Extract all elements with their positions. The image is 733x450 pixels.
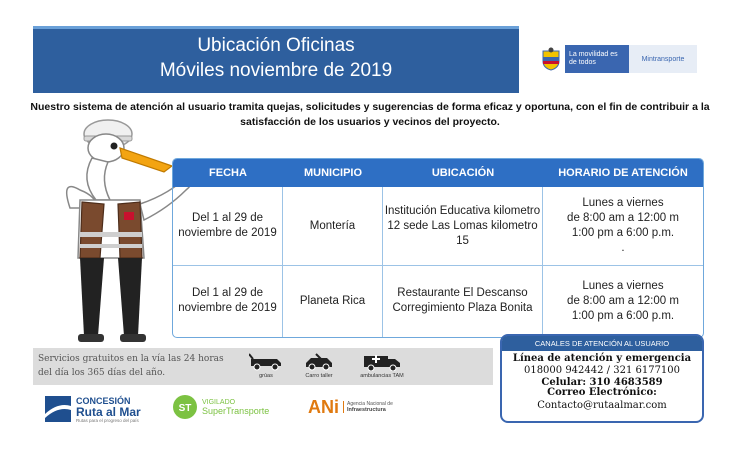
service-tow xyxy=(240,353,292,379)
government-logo xyxy=(537,45,697,73)
service-repair xyxy=(293,353,345,379)
services-text: Servicios gratuitos en la vía las 24 horas del día los 365 días del año. xyxy=(38,354,224,378)
hotline-title: Línea de atención y emergencia xyxy=(512,353,692,364)
intro-text: Nuestro sistema de atención al usuario tramita quejas, solicitudes y sugerencias de forma eficaz y oportuna, con el fin de contribuir a la satisfacción de los usuarios y vecinos del proyecto. xyxy=(30,101,710,128)
ambulance-icon xyxy=(362,353,402,371)
service-label: ambulancias TAM xyxy=(360,373,404,379)
supertransporte-logo xyxy=(172,392,284,422)
cell-fecha: Del 1 al 29 de noviembre de 2019 xyxy=(173,265,283,337)
ani-logo xyxy=(308,392,398,422)
tow-truck-icon xyxy=(249,353,283,371)
header-horario: HORARIO DE ATENCIÓN xyxy=(558,167,688,179)
ruta-al-mar-logo xyxy=(45,391,165,427)
supertransporte-line1: VIGILADO xyxy=(202,398,236,406)
horario-line: Lunes a viernes xyxy=(582,279,664,292)
cell-fecha: Del 1 al 29 de noviembre de 2019 xyxy=(173,187,283,265)
horario-line: 1:00 pm a 6:00 p.m. xyxy=(571,309,675,322)
service-ambulance xyxy=(356,353,408,379)
horario-line: de 8:00 am a 12:00 m xyxy=(567,212,679,224)
ruta-al-mar-line1: CONCESIÓN xyxy=(76,395,131,406)
svg-text:ST: ST xyxy=(178,403,192,414)
cell-horario xyxy=(543,265,703,337)
supertransporte-mark-icon xyxy=(172,394,198,420)
ruta-al-mar-mark-icon xyxy=(45,396,71,422)
coat-of-arms-icon xyxy=(537,45,565,73)
supertransporte-line2: SuperTransporte xyxy=(202,405,270,416)
repair-car-icon xyxy=(302,353,336,371)
hotline-phones: 018000 942442 / 321 6177100 xyxy=(523,365,681,376)
horario-line: Lunes a viernes xyxy=(582,197,664,209)
title-banner xyxy=(33,26,519,93)
horario-line: . xyxy=(621,242,625,254)
header-fecha: FECHA xyxy=(209,167,247,179)
horario-line: de 8:00 am a 12:00 m xyxy=(567,294,679,307)
gov-logo-slogan: La movilidad es de todos xyxy=(565,45,629,73)
ani-line1: Agencia Nacional de xyxy=(347,401,393,407)
ani-line2: Infraestructura xyxy=(347,407,386,413)
table-row xyxy=(173,265,703,337)
cell-municipio: Planeta Rica xyxy=(283,265,383,337)
cellphone: Celular: 310 4683589 xyxy=(541,377,663,388)
channels-header: CANALES DE ATENCIÓN AL USUARIO xyxy=(502,336,702,351)
contact-channels-box xyxy=(500,334,704,423)
cell-ubicacion: Restaurante El Descanso Corregimiento Plaza Bonita xyxy=(383,265,543,337)
service-label: Carro taller xyxy=(305,373,333,379)
ani-mark: ANi xyxy=(308,396,339,417)
gov-logo-ministry: Mintransporte xyxy=(629,45,697,73)
service-label: grúas xyxy=(259,373,273,379)
cell-municipio: Montería xyxy=(283,187,383,265)
office-schedule-table xyxy=(172,158,704,338)
title-line-1: Ubicación Oficinas xyxy=(197,35,355,56)
ruta-al-mar-line2: Ruta al Mar xyxy=(76,404,141,419)
cell-horario xyxy=(543,187,703,265)
table-header-row xyxy=(173,159,703,187)
cell-ubicacion: Institución Educativa kilometro 12 sede Las Lomas kilometro 15 xyxy=(383,187,543,265)
email-address: Contacto@rutaalmar.com xyxy=(537,400,667,411)
ruta-al-mar-tagline: Rutas para el progreso del país xyxy=(76,417,139,423)
horario-line: 1:00 pm a 6:00 p.m. xyxy=(571,227,675,239)
title-line-2: Móviles noviembre de 2019 xyxy=(159,60,393,81)
header-municipio: MUNICIPIO xyxy=(303,167,363,179)
table-row xyxy=(173,187,703,266)
email-label: Correo Electrónico: xyxy=(547,387,657,398)
header-ubicacion: UBICACIÓN xyxy=(431,167,495,179)
